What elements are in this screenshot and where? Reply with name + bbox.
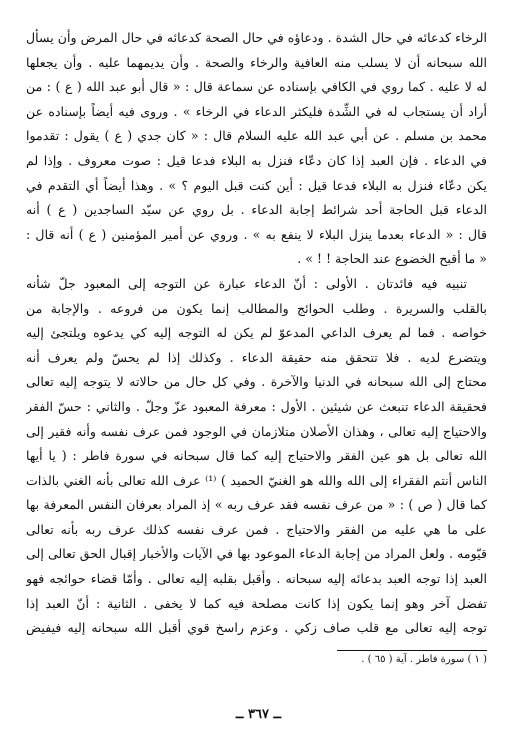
- text-line: محتاج إلى الله سبحانه في الدنيا والآخرة . وفي كل حال من حالاته لا يتوجه إليه تعالى: [26, 374, 487, 390]
- text-line: كما قال ( ص ) : « من عرف نفسه فقد عرف ربه » إذ المراد بعرفان النفس المعرفة بها: [26, 497, 487, 513]
- text-line: أراد أن يستجاب له في الشِّدة فليكثر الدعاء في الرخاء » . وروى فيه أيضاً بإسناده عن: [26, 103, 487, 119]
- text-line: قال : « الدعاء بعدما ينزل البلاء لا ينفع به » . وروي عن أمير المؤمنين ( ع ) أنه قال :: [26, 226, 487, 242]
- text-line: على ما هي عليه من الفقر والاحتياج . فمن عرف نفسه كذلك عرف ربه بأنه تعالى: [26, 521, 487, 537]
- text-line: « ما أقبح الخضوع عند الحاجة ! ! » .: [297, 251, 487, 267]
- text-line: الله تعالى بل هو عين الفقر والاحتياج إليه كما قال سبحانه في سورة فاطر : ( يا أيها: [26, 448, 487, 464]
- footnote: ( ١ ) سورة فاطر . آية ( ٦٥ ) .: [361, 654, 487, 665]
- text-line: في الدعاء . فإن العبد إذا كان دعّاء فنزل به البلاء فدعا قيل : صوت معروف . وإذا لم: [26, 152, 487, 168]
- text-line: قيّومه . ولعل المراد من إجابة الدعاء الموعود بها في الآيات والأخبار إقبال الحق تعالى إلى: [26, 546, 487, 562]
- text-line: خواصه . فما لم يعرف الداعي المدعوّ لم يكن له التوجه إليه كي يدعوه ويلتجئ إليه: [26, 325, 487, 341]
- text-line: يكن دعّاء فنزل به البلاء فدعا قيل : أين كنت قبل اليوم ؟ » . وهذا أيضاً أي التقدم في: [26, 177, 487, 193]
- text-line: ويتضرع لديه . فلا تتحقق منه حقيقة الدعاء . وكذلك إذا لم يحسّ ولم يعرف أنه: [26, 349, 487, 365]
- text-line: الدعاء قبل الحاجة أحد شرائط إجابة الدعاء . بل روي عن سيّد الساجدين ( ع ) أنه: [26, 202, 487, 218]
- text-line: محمد بن مسلم . عن أبي عبد الله عليه السلام قال : « كان جدي ( ع ) يقول : تقدموا: [26, 128, 487, 144]
- text-line: العبد إذا توجه العبد بدعائه إليه سبحانه . وأقبل بقلبه إليه تعالى . وأمّا قضاء حوائجه فهو: [26, 571, 487, 587]
- text-line: توجه إليه تعالى مع قلب صاف زكي . وعزم راسخ قوي أقبل الله سبحانه إليه فيفيض: [26, 620, 487, 636]
- text-line: والاحتياج إليه تعالى ، وهذان الأصلان متلازمان في الوجود فمن عرف نفسه وأنه فقير إلى: [26, 423, 487, 439]
- text-line: الرخاء كدعائه في حال الشدة . ودعاؤه في حال الصحة كدعائه في حال المرض وأن يسأل: [26, 30, 487, 45]
- text-line: الناس أنتم الفقراء إلى الله والله هو الغنيّ الحميد ) ⁽¹⁾ عرف الله تعالى بأنه الغني بالذات: [26, 472, 487, 488]
- text-line: بالقلب والسريرة . وطلب الحوائج والمطالب إنما يكون من فروعه . والإجابة من: [26, 300, 487, 316]
- paragraph-start-line: تنبيه فيه فائدتان . الأولى : أنّ الدعاء عبارة عن التوجه إلى المعبود جلّ شأنه: [26, 275, 467, 291]
- text-line: له لا عليه . كما روي في الكافي بإسناده عن سماعة قال : « قال أبو عبد الله ( ع ) : من: [26, 79, 487, 95]
- text-line: تفضل آخر وهو إنما يكون إذا كانت مصلحة فيه كما لا يخفى . الثانية : أنّ العبد إذا: [26, 595, 487, 611]
- text-line: فحقيقة الدعاء تنبعث عن شيئين . الأول : معرفة المعبود عزّ وجلّ . والثاني : حسّ الفقر: [26, 398, 487, 414]
- text-line: الله سبحانه أن لا يسلب منه العافية والرخاء والصحة . وأن يديمهما عليه . وأن يجعلها: [26, 54, 487, 70]
- body-text: [26, 26, 487, 641]
- footnote-divider: [337, 650, 487, 651]
- page-number: ــ ٣٦٧ ــ: [235, 707, 282, 722]
